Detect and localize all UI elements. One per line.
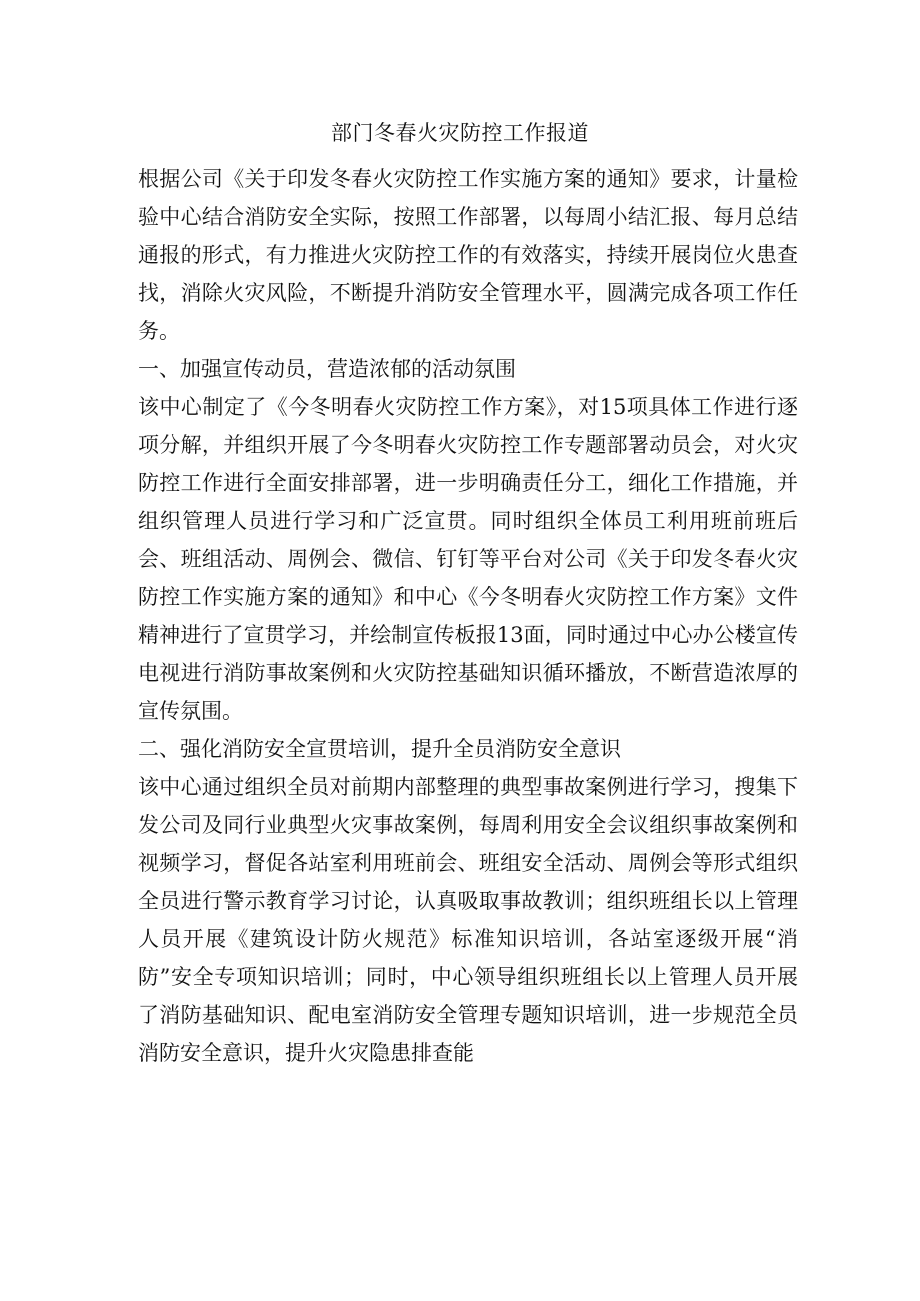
intro-paragraph: 根据公司《关于印发冬春火灾防控工作实施方案的通知》要求，计量检验中心结合消防安全实际，按照工作部署，以每周小结汇报、每月总结通报的形式，有力推进火灾防控工作的有效落实，持续开展岗位火患查找，消除火灾风险，不断提升消防安全管理水平，圆满完成各项工作任务。 [138, 167, 798, 343]
document-title: 部门冬春火灾防控工作报道 [331, 121, 589, 145]
section-heading-2: 二、强化消防安全宣贯培训，提升全员消防安全意识 [138, 737, 621, 761]
section-2-paragraph: 该中心通过组织全员对前期内部整理的典型事故案例进行学习，搜集下发公司及同行业典型火灾事故案例，每周利用安全会议组织事故案例和视频学习，督促各站室利用班前会、班组安全活动、周例会等形式组织全员进行警示教育学习讨论，认真吸取事故教训；组织班组长以上管理人员开展《建筑设计防火规范》标准知识培训，各站室逐级开展“消防”安全专项知识培训；同时，中心领导组织班组长以上管理人员开展了消防基础知识、配电室消防安全管理专题知识培训，进一步规范全员消防安全意识，提升火灾隐患排查能 [138, 775, 798, 1065]
section-1-paragraph: 该中心制定了《今冬明春火灾防控工作方案》，对15项具体工作进行逐项分解，并组织开展了今冬明春火灾防控工作专题部署动员会，对火灾防控工作进行全面安排部署，进一步明确责任分工，细化工作措施，并组织管理人员进行学习和广泛宣贯。同时组织全体员工利用班前班后会、班组活动、周例会、微信、钉钉等平台对公司《关于印发冬春火灾防控工作实施方案的通知》和中心《今冬明春火灾防控工作方案》文件精神进行了宣贯学习，并绘制宣传板报13面，同时通过中心办公楼宣传电视进行消防事故案例和火灾防控基础知识循环播放，不断营造浓厚的宣传氛围。 [138, 395, 798, 723]
document-body [138, 160, 798, 1072]
section-heading-1: 一、加强宣传动员，营造浓郁的活动氛围 [138, 357, 516, 381]
